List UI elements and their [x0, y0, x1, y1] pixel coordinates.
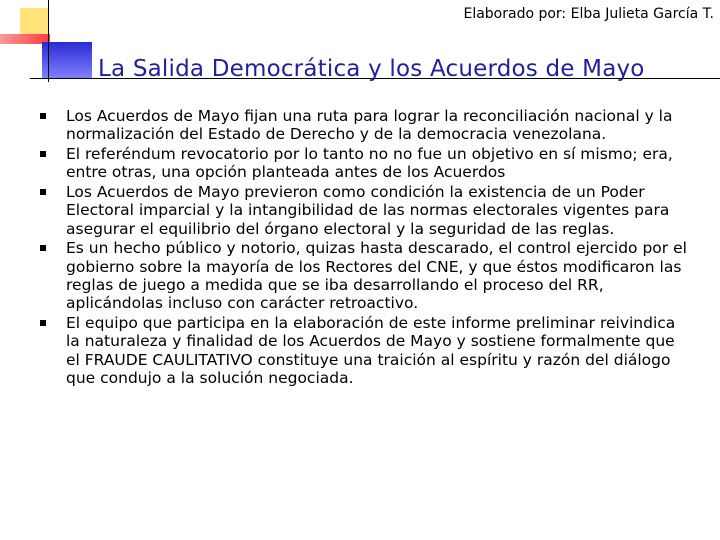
decor-vertical-line	[48, 0, 49, 82]
bullet-icon	[40, 245, 46, 251]
bullet-icon	[40, 189, 46, 195]
bullet-text: El referéndum revocatorio por lo tanto no no fue un objetivo en sí mismo; era, entre otras, una opción planteada antes de los Acuerdos	[66, 144, 673, 182]
bullet-text: El equipo que participa en la elaboración de este informe preliminar reivindica la naturaleza y finalidad de los Acuerdos de Mayo y sostiene formalmente que el FRAUDE CAULITATIVO constituye una traición al espíritu y razón del diálogo que condujo a la solución negociada.	[66, 313, 676, 388]
list-item	[40, 107, 690, 144]
bullet-icon	[40, 151, 46, 157]
list-item	[40, 314, 690, 388]
bullet-text: Los Acuerdos de Mayo previeron como condición la existencia de un Poder Electoral imparcial y la intangibilidad de las normas electorales vigentes para asegurar el equilibrio del órgano electoral y la seguridad de las reglas.	[66, 182, 670, 238]
slide-title: La Salida Democrática y los Acuerdos de Mayo	[98, 56, 645, 82]
bullet-icon	[40, 320, 46, 326]
list-item	[40, 145, 690, 182]
bullet-text: Los Acuerdos de Mayo fijan una ruta para lograr la reconciliación nacional y la normalización del Estado de Derecho y de la democracia venezolana.	[66, 107, 673, 144]
decor-blue-square	[42, 42, 92, 78]
author-byline: Elaborado por: Elba Julieta García T.	[463, 6, 714, 22]
bullet-icon	[40, 113, 46, 119]
decor-yellow-square	[20, 8, 48, 36]
bullet-list	[40, 107, 690, 389]
list-item	[40, 183, 690, 238]
list-item	[40, 239, 690, 313]
bullet-text: Es un hecho público y notorio, quizas hasta descarado, el control ejercido por el gobierno sobre la mayoría de los Rectores del CNE, y que éstos modificaron las reglas de juego a medida que se iba desarrollando el proceso del RR, aplicándolas incluso con carácter retroactivo.	[66, 239, 687, 313]
